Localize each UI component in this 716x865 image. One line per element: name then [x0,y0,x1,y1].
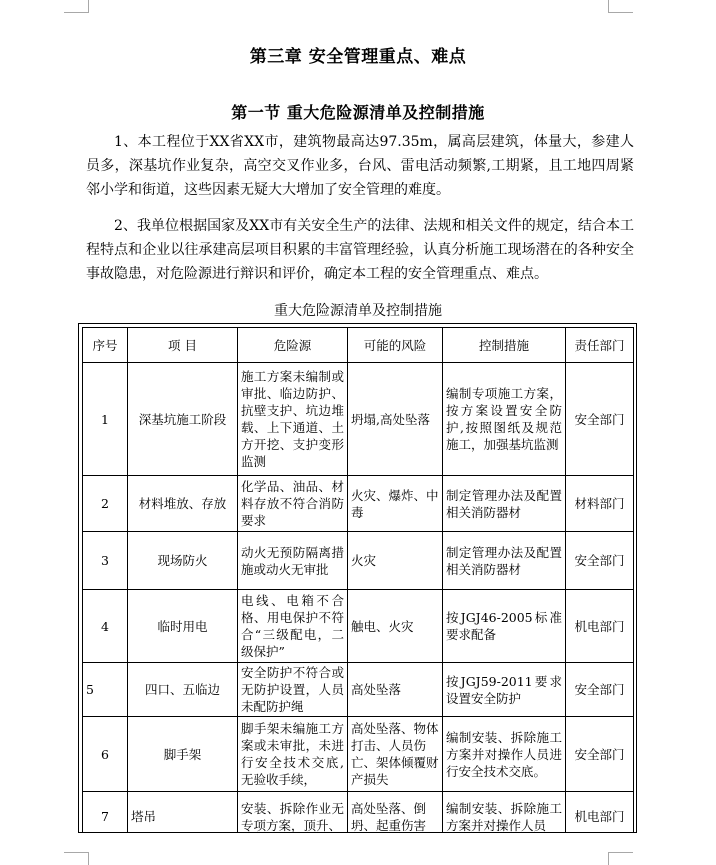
cell-dept: 安全部门 [566,717,634,792]
cell-item: 四口、五临边 [128,663,238,717]
cell-dept: 机电部门 [566,590,634,663]
cell-risk: 高处坠落、倒坍、起重伤害 [348,792,443,834]
page-corner-mark-top-left [64,0,89,13]
cell-item: 现场防火 [128,532,238,590]
table-row [83,363,634,476]
chapter-title: 第三章 安全管理重点、难点 [249,47,467,67]
cell-no: 1 [83,363,128,476]
cell-no: 7 [83,792,128,834]
cell-hazard: 安装、拆除作业无专项方案，顶升、 [238,792,348,834]
cell-dept: 安全部门 [566,363,634,476]
cell-control: 编制安装、拆除施工方案并对操作人员进行安全技术交底。 [443,717,566,792]
page-corner-mark-bottom-right [608,852,633,865]
cell-risk: 高处坠落 [348,663,443,717]
table-header-row [83,328,634,363]
table-caption: 重大危险源清单及控制措施 [274,303,442,319]
header-item: 项 目 [128,328,238,363]
paragraph-1: 1、本工程位于XX省XX市，建筑物最高达97.35m，属高层建筑，体量大，参建人员多，深基坑作业复杂，高空交叉作业多，台风、雷电活动频繁,工期紧，且工地四周紧邻小学和街道，这些因素无疑大大增加了安全管理的难度。 [86,134,634,198]
cell-risk: 火灾、爆炸、中毒 [348,476,443,532]
cell-dept: 材料部门 [566,476,634,532]
hazard-table [82,327,634,833]
cell-item: 深基坑施工阶段 [128,363,238,476]
cell-risk: 火灾 [348,532,443,590]
table-row [83,717,634,792]
header-risk: 可能的风险 [348,328,443,363]
table-row [83,792,634,834]
cell-hazard: 电线、电箱不合格、用电保护不符合“三级配电，二级保护” [238,590,348,663]
cell-hazard: 动火无预防隔离措施或动火无审批 [238,532,348,590]
cell-dept: 安全部门 [566,663,634,717]
cell-hazard: 施工方案未编制或审批、临边防护、抗壁支护、坑边堆载、上下通道、土方开挖、支护变形监测 [238,363,348,476]
cell-control: 制定管理办法及配置相关消防器材 [443,476,566,532]
cell-hazard: 安全防护不符合或无防护设置，人员未配防护绳 [238,663,348,717]
cell-risk: 触电、火灾 [348,590,443,663]
paragraph-2: 2、我单位根据国家及XX市有关安全生产的法律、法规和相关文件的规定，结合本工程特点和企业以往承建高层项目积累的丰富管理经验，认真分析施工现场潜在的各种安全事故隐患，对危险源进行辩识和评价，确定本工程的安全管理重点、难点。 [86,218,634,282]
cell-dept: 安全部门 [566,532,634,590]
cell-no: 2 [83,476,128,532]
cell-control: 编制安装、拆除施工方案并对操作人员 [443,792,566,834]
cell-hazard: 化学品、油品、材料存放不符合消防要求 [238,476,348,532]
cell-control: 编制专项施工方案，按方案设置安全防护,按照图纸及规范施工，加强基坑监测 [443,363,566,476]
cell-risk: 坍塌,高处坠落 [348,363,443,476]
page-corner-mark-bottom-left [64,852,89,865]
cell-item: 脚手架 [128,717,238,792]
table-row [83,663,634,717]
cell-control: 按JGJ46-2005标准要求配备 [443,590,566,663]
cell-item: 临时用电 [128,590,238,663]
cell-no: 6 [83,717,128,792]
page-corner-mark-top-right [608,0,633,13]
header-hazard: 危险源 [238,328,348,363]
cell-no: 4 [83,590,128,663]
table-row [83,476,634,532]
cell-item: 塔吊 [128,792,238,834]
cell-item: 材料堆放、存放 [128,476,238,532]
header-control: 控制措施 [443,328,566,363]
cell-hazard: 脚手架未编施工方案或未审批，未进行安全技术交底,无验收手续， [238,717,348,792]
cell-control: 按JGJ59-2011要求设置安全防护 [443,663,566,717]
table-row [83,532,634,590]
table-row [83,590,634,663]
header-dept: 责任部门 [566,328,634,363]
cell-control: 制定管理办法及配置相关消防器材 [443,532,566,590]
cell-dept: 机电部门 [566,792,634,834]
cell-no: 5 [83,663,128,717]
cell-no: 3 [83,532,128,590]
cell-risk: 高处坠落、物体打击、人员伤亡、架体倾覆财产损失 [348,717,443,792]
table-frame [78,323,637,833]
section-title: 第一节 重大危险源清单及控制措施 [231,103,485,122]
header-no: 序号 [83,328,128,363]
